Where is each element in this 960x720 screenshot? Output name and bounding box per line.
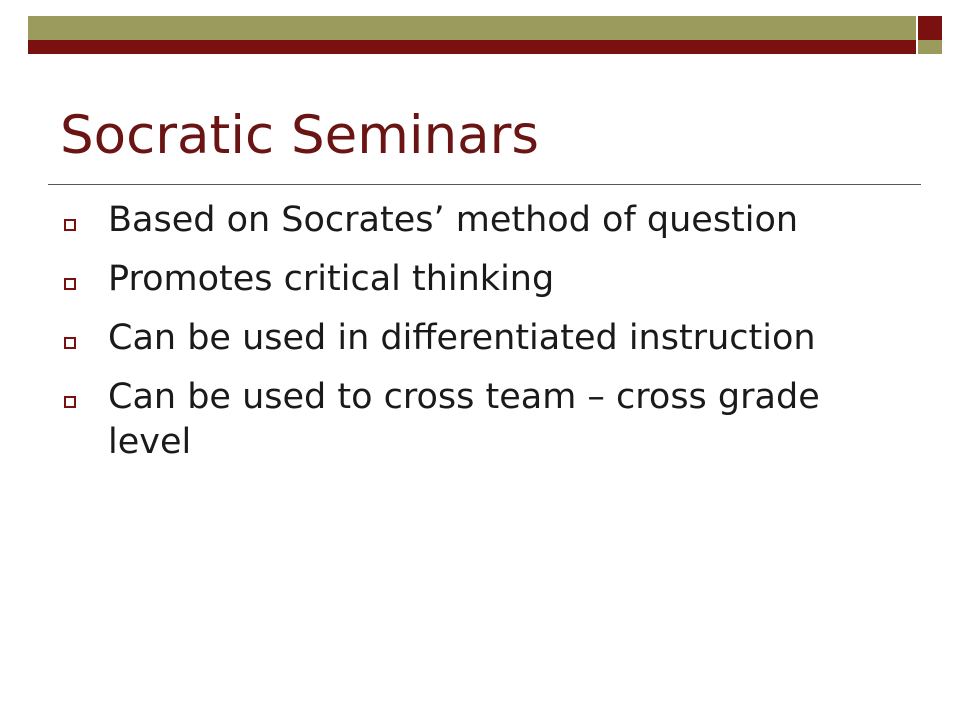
hollow-square-bullet-icon: [64, 396, 76, 408]
bullet-text-4: Can be used to cross team – cross grade level: [108, 377, 820, 462]
title-divider: [48, 184, 921, 185]
bullet-item-3: [60, 316, 910, 361]
red-stripe: [28, 40, 916, 54]
bullet-text-3: Can be used in differentiated instruction: [108, 318, 816, 358]
bullet-text-1: Based on Socrates’ method of question: [108, 200, 799, 240]
bullet-text-2: Promotes critical thinking: [108, 259, 555, 299]
olive-stripe: [28, 16, 916, 40]
bullet-item-1: [60, 198, 910, 243]
hollow-square-bullet-icon: [64, 337, 76, 349]
bullet-item-4: [60, 375, 910, 465]
bullet-list: [60, 198, 910, 479]
corner-olive-square: [918, 40, 942, 54]
top-decorative-bar: [28, 16, 916, 54]
slide-title: Socratic Seminars: [60, 105, 540, 166]
hollow-square-bullet-icon: [64, 219, 76, 231]
hollow-square-bullet-icon: [64, 278, 76, 290]
bullet-item-2: [60, 257, 910, 302]
corner-red-square: [918, 16, 942, 40]
